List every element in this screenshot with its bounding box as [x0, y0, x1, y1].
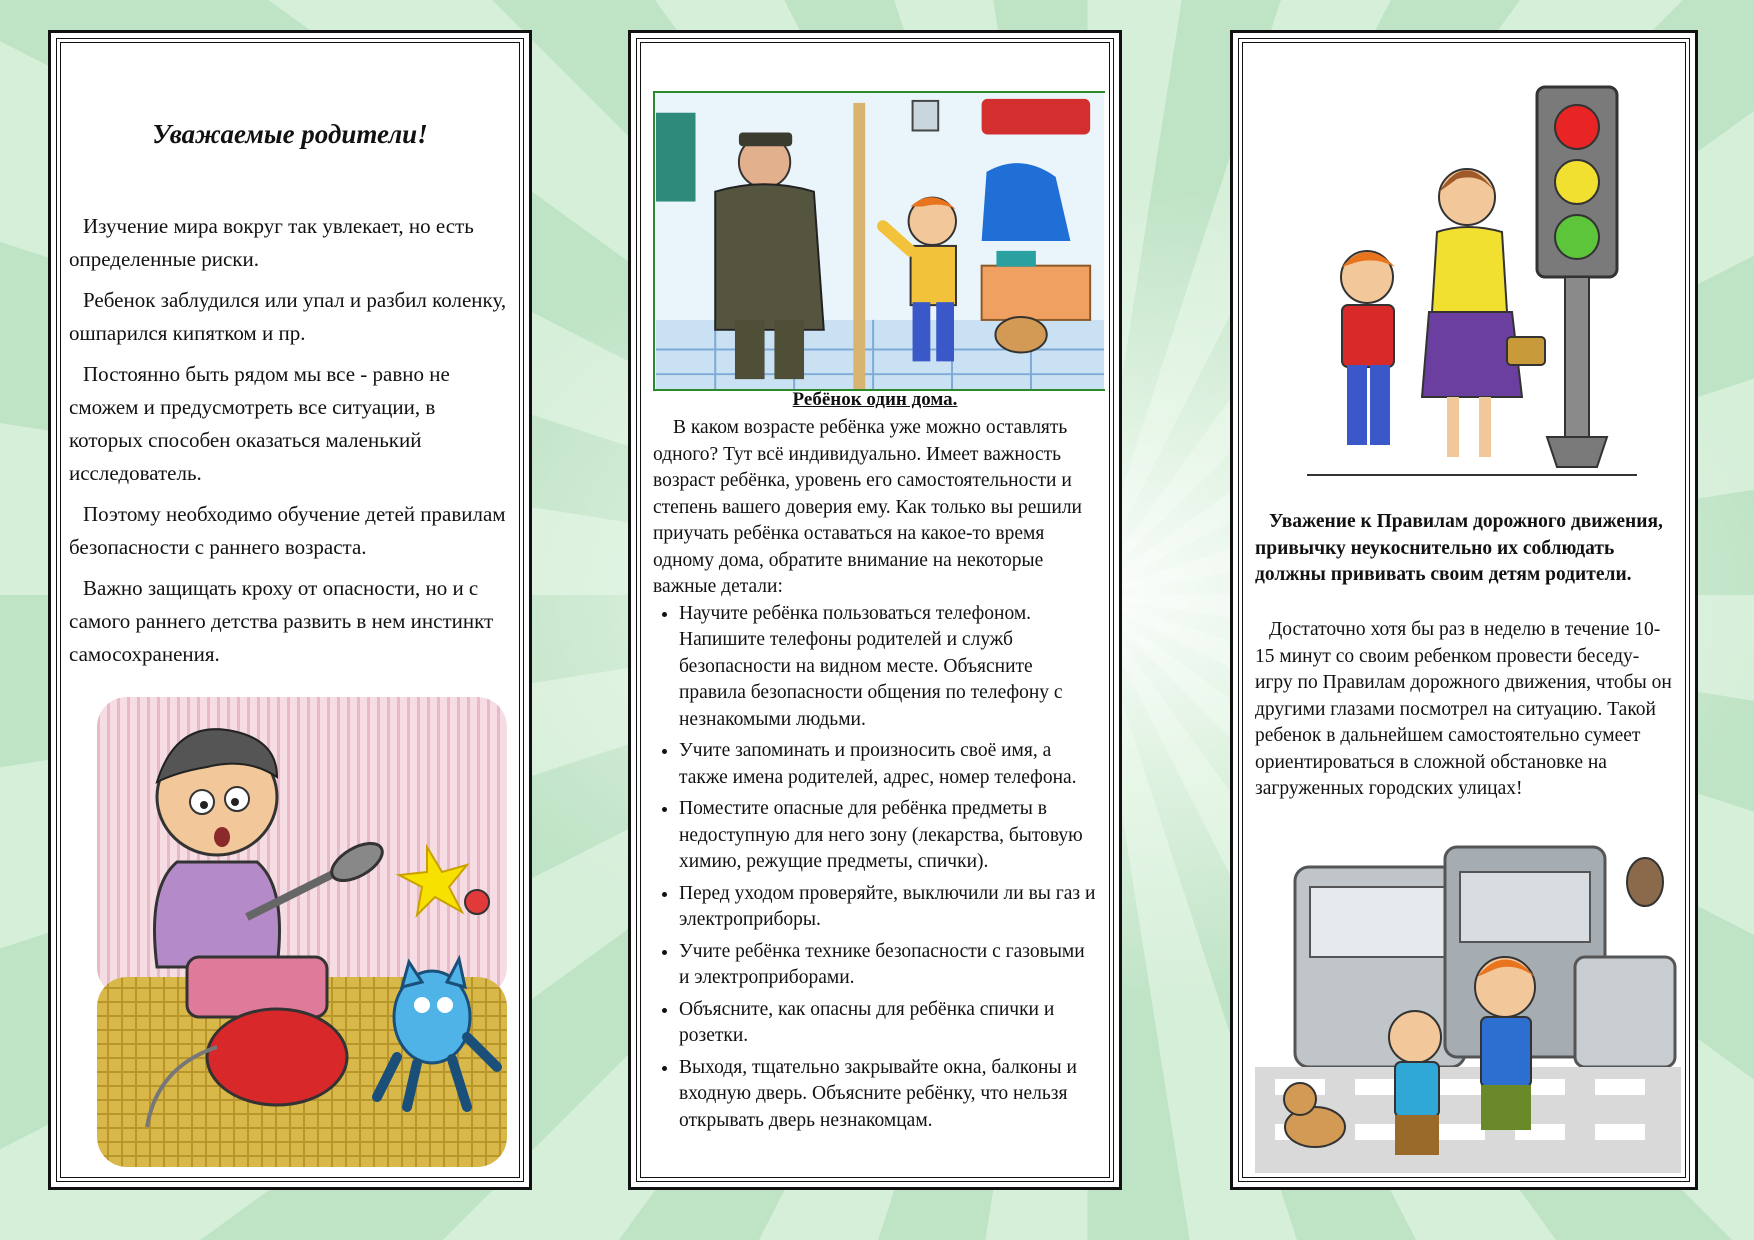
paragraph: Постоянно быть рядом мы все - равно не сможем и предусмотреть все ситуации, в которых способен оказаться маленький исследователь.	[69, 362, 450, 485]
panel-right	[1230, 30, 1698, 1190]
list-item: • Перед уходом проверяйте, выключили ли вы газ и электроприборы.	[679, 881, 1099, 934]
greeting-heading: Уважаемые родители!	[152, 119, 428, 149]
list-item: • Выходя, тщательно закрывайте окна, балконы и входную дверь. Объясните ребёнку, что нельзя открывать дверь незнакомцам.	[679, 1055, 1099, 1135]
home-alone-text	[653, 415, 1099, 1139]
list-item: • Научите ребёнка пользоваться телефоном. Напишите телефоны родителей и служб безопасности на видном месте. Объясните правила безопасности общения по телефону с незнакомыми людьми.	[679, 601, 1099, 734]
paragraph: Ребенок заблудился или упал и разбил коленку, ошпарился кипятком и пр.	[69, 288, 507, 345]
traffic-light-mother-child-icon	[1307, 67, 1637, 487]
section-title: Ребёнок один дома.	[792, 389, 958, 410]
panel-left	[48, 30, 532, 1190]
traffic-rules-lead: Уважение к Правилам дорожного движения, привычку неукоснительно их соблюдать должны прививать своим детям родители.	[1255, 511, 1663, 585]
paragraph: Поэтому необходимо обучение детей правилам безопасности с раннего возраста.	[69, 502, 506, 559]
list-item: • Поместите опасные для ребёнка предметы в недоступную для него зону (лекарства, бытовую химию, режущие предметы, спички).	[679, 796, 1099, 876]
boy-vacuum-cat-icon	[87, 687, 515, 1173]
list-item: • Объясните, как опасны для ребёнка спички и розетки.	[679, 997, 1099, 1050]
paragraph: Важно защищать кроху от опасности, но и с самого раннего детства развить в нем инстинкт самосохранения.	[69, 576, 494, 666]
children-crossing-road-icon	[1255, 837, 1681, 1173]
tips-list	[653, 601, 1099, 1135]
intro-text	[69, 210, 511, 679]
intro-paragraph: В каком возрасте ребёнка уже можно оставлять одного? Тут всё индивидуально. Имеет важность возраст ребёнка, уровень его самостоятельности и степень вашего доверия ему. Как только вы решили приучать ребёнка оставаться на какое-то время одному дома, обратите внимание на некоторые важные детали:	[653, 417, 1082, 597]
traffic-rules-text: Достаточно хотя бы раз в неделю в течение 10-15 минут со своим ребенком провести беседу-игру по Правилам дорожного движения, чтобы он другими глазами посмотрел на ситуацию. Такой ребенок в дальнейшем самостоятельно сумеет ориентироваться в сложной обстановке на загруженных городских улицах!	[1255, 619, 1672, 799]
child-at-door-stranger-icon	[653, 91, 1105, 391]
paragraph: Изучение мира вокруг так увлекает, но есть определенные риски.	[69, 214, 474, 271]
list-item: • Учите ребёнка технике безопасности с газовыми и электроприборами.	[679, 939, 1099, 992]
list-item: • Учите запоминать и произносить своё имя, а также имена родителей, адрес, номер телефона.	[679, 738, 1099, 791]
panel-middle	[628, 30, 1122, 1190]
